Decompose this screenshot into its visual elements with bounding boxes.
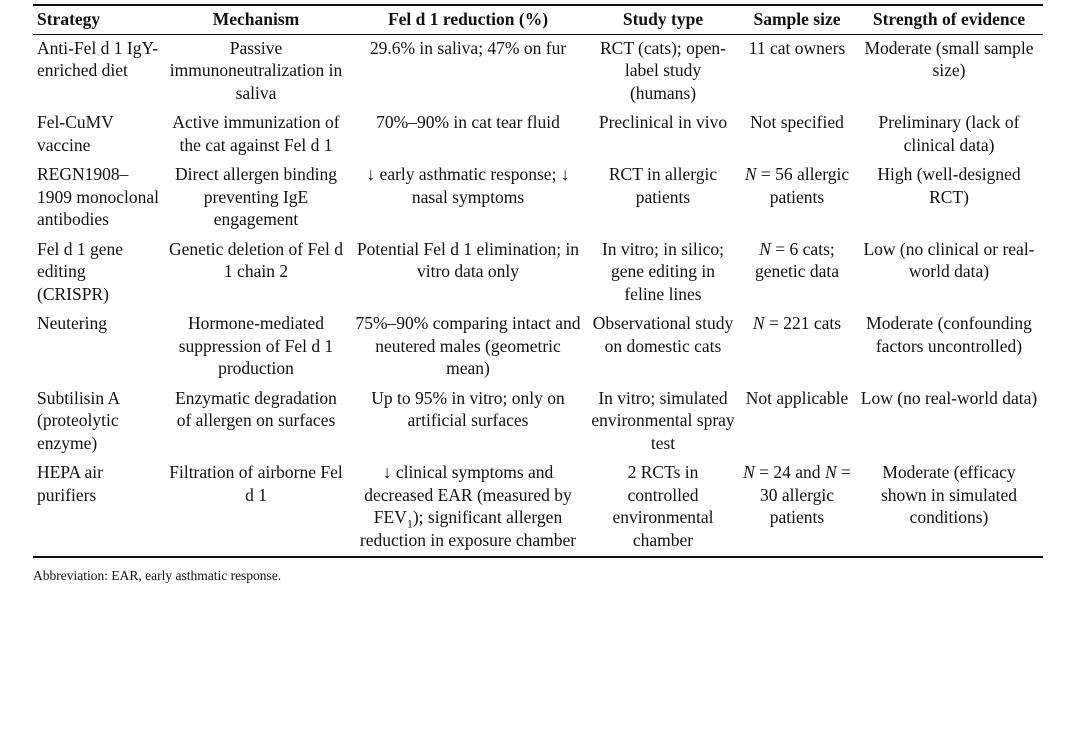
cell-strategy: Fel-CuMV vaccine	[37, 112, 114, 155]
cell-sample-size: N = 6 cats; genetic data	[754, 238, 840, 281]
cell-sample-size: 11 cat owners	[748, 37, 846, 58]
cell-reduction: Potential Fel d 1 elimination; in vitro data only	[356, 238, 580, 281]
cell-study-type: RCT (cats); open-label study (humans)	[599, 37, 727, 103]
cell-study-type: Observational study on domestic cats	[592, 313, 734, 356]
cell-mechanism: Hormone-mediated suppression of Fel d 1 production	[178, 313, 334, 378]
cell-evidence: Moderate (confounding factors uncontrolled)	[866, 313, 1032, 356]
cell-reduction: 29.6% in saliva; 47% on fur	[369, 37, 567, 58]
header-sample-size: Sample size	[753, 9, 841, 29]
header-study-type: Study type	[622, 9, 704, 29]
table-row	[33, 236, 1043, 311]
evidence-table	[33, 6, 1043, 556]
cell-strategy: Neutering	[37, 313, 107, 333]
cell-reduction: ↓ early asthmatic response; ↓ nasal symptoms	[366, 164, 570, 207]
table-row	[33, 161, 1043, 236]
cell-evidence: Moderate (efficacy shown in simulated conditions)	[880, 462, 1018, 527]
cell-reduction: 75%–90% comparing intact and neutered males (geometric mean)	[355, 313, 581, 378]
header-reduction: Fel d 1 reduction (%)	[387, 9, 549, 29]
cell-mechanism: Active immunization of the cat against Fel d 1	[172, 112, 340, 155]
cell-sample-size: N = 221 cats	[752, 313, 842, 333]
table-row	[33, 459, 1043, 556]
cell-strategy: Subtilisin A (proteolytic enzyme)	[37, 387, 120, 453]
cell-strategy: HEPA air purifiers	[37, 462, 103, 505]
cell-sample-size: N = 56 allergic patients	[744, 164, 850, 207]
cell-study-type: In vitro; in silico; gene editing in feline lines	[601, 238, 724, 304]
cell-evidence: Low (no real-world data)	[860, 387, 1038, 408]
cell-reduction: ↓ clinical symptoms and decreased EAR (measured by $FEV_1$); significant allergen reduction in exposure chamber	[359, 462, 577, 550]
cell-evidence: Low (no clinical or real-world data)	[863, 238, 1035, 281]
cell-reduction: 70%–90% in cat tear fluid	[376, 112, 560, 132]
cell-sample-size: Not specified	[750, 112, 844, 132]
cell-mechanism: Genetic deletion of Fel d 1 chain 2	[169, 238, 343, 281]
cell-strategy: Anti-Fel d 1 IgY-enriched diet	[37, 37, 159, 80]
table-row	[33, 34, 1043, 109]
cell-sample-size: N = 24 and N = 30 allergic patients	[743, 462, 851, 527]
cell-evidence: High (well-designed RCT)	[877, 164, 1021, 207]
cell-evidence: Moderate (small sample size)	[864, 37, 1034, 80]
table-row	[33, 109, 1043, 161]
cell-evidence: Preliminary (lack of clinical data)	[878, 112, 1020, 155]
cell-sample-size: Not applicable	[745, 387, 849, 408]
cell-strategy: Fel d 1 gene editing (CRISPR)	[37, 238, 124, 304]
cell-reduction: Up to 95% in vitro; only on artificial surfaces	[371, 387, 565, 430]
table-row	[33, 385, 1043, 460]
header-strategy: Strategy	[37, 9, 101, 29]
cell-mechanism: Direct allergen binding preventing IgE engagement	[175, 164, 337, 229]
header-row	[33, 6, 1043, 34]
table-row	[33, 310, 1043, 385]
table-container	[33, 4, 1043, 584]
table-footnote: Abbreviation: EAR, early asthmatic response.	[33, 568, 282, 583]
cell-mechanism: Filtration of airborne Fel d 1	[169, 462, 343, 505]
bottom-rule	[33, 556, 1043, 558]
cell-study-type: In vitro; simulated environmental spray test	[591, 387, 735, 453]
header-evidence: Strength of evidence	[872, 9, 1026, 29]
cell-mechanism: Passive immunoneutralization in saliva	[169, 37, 343, 103]
cell-mechanism: Enzymatic degradation of allergen on surfaces	[175, 387, 337, 430]
cell-study-type: RCT in allergic patients	[608, 164, 718, 207]
cell-strategy: REGN1908–1909 monoclonal antibodies	[37, 164, 159, 229]
header-mechanism: Mechanism	[212, 9, 300, 29]
cell-study-type: Preclinical in vivo	[598, 112, 728, 132]
cell-study-type: 2 RCTs in controlled environmental chamber	[612, 462, 714, 550]
